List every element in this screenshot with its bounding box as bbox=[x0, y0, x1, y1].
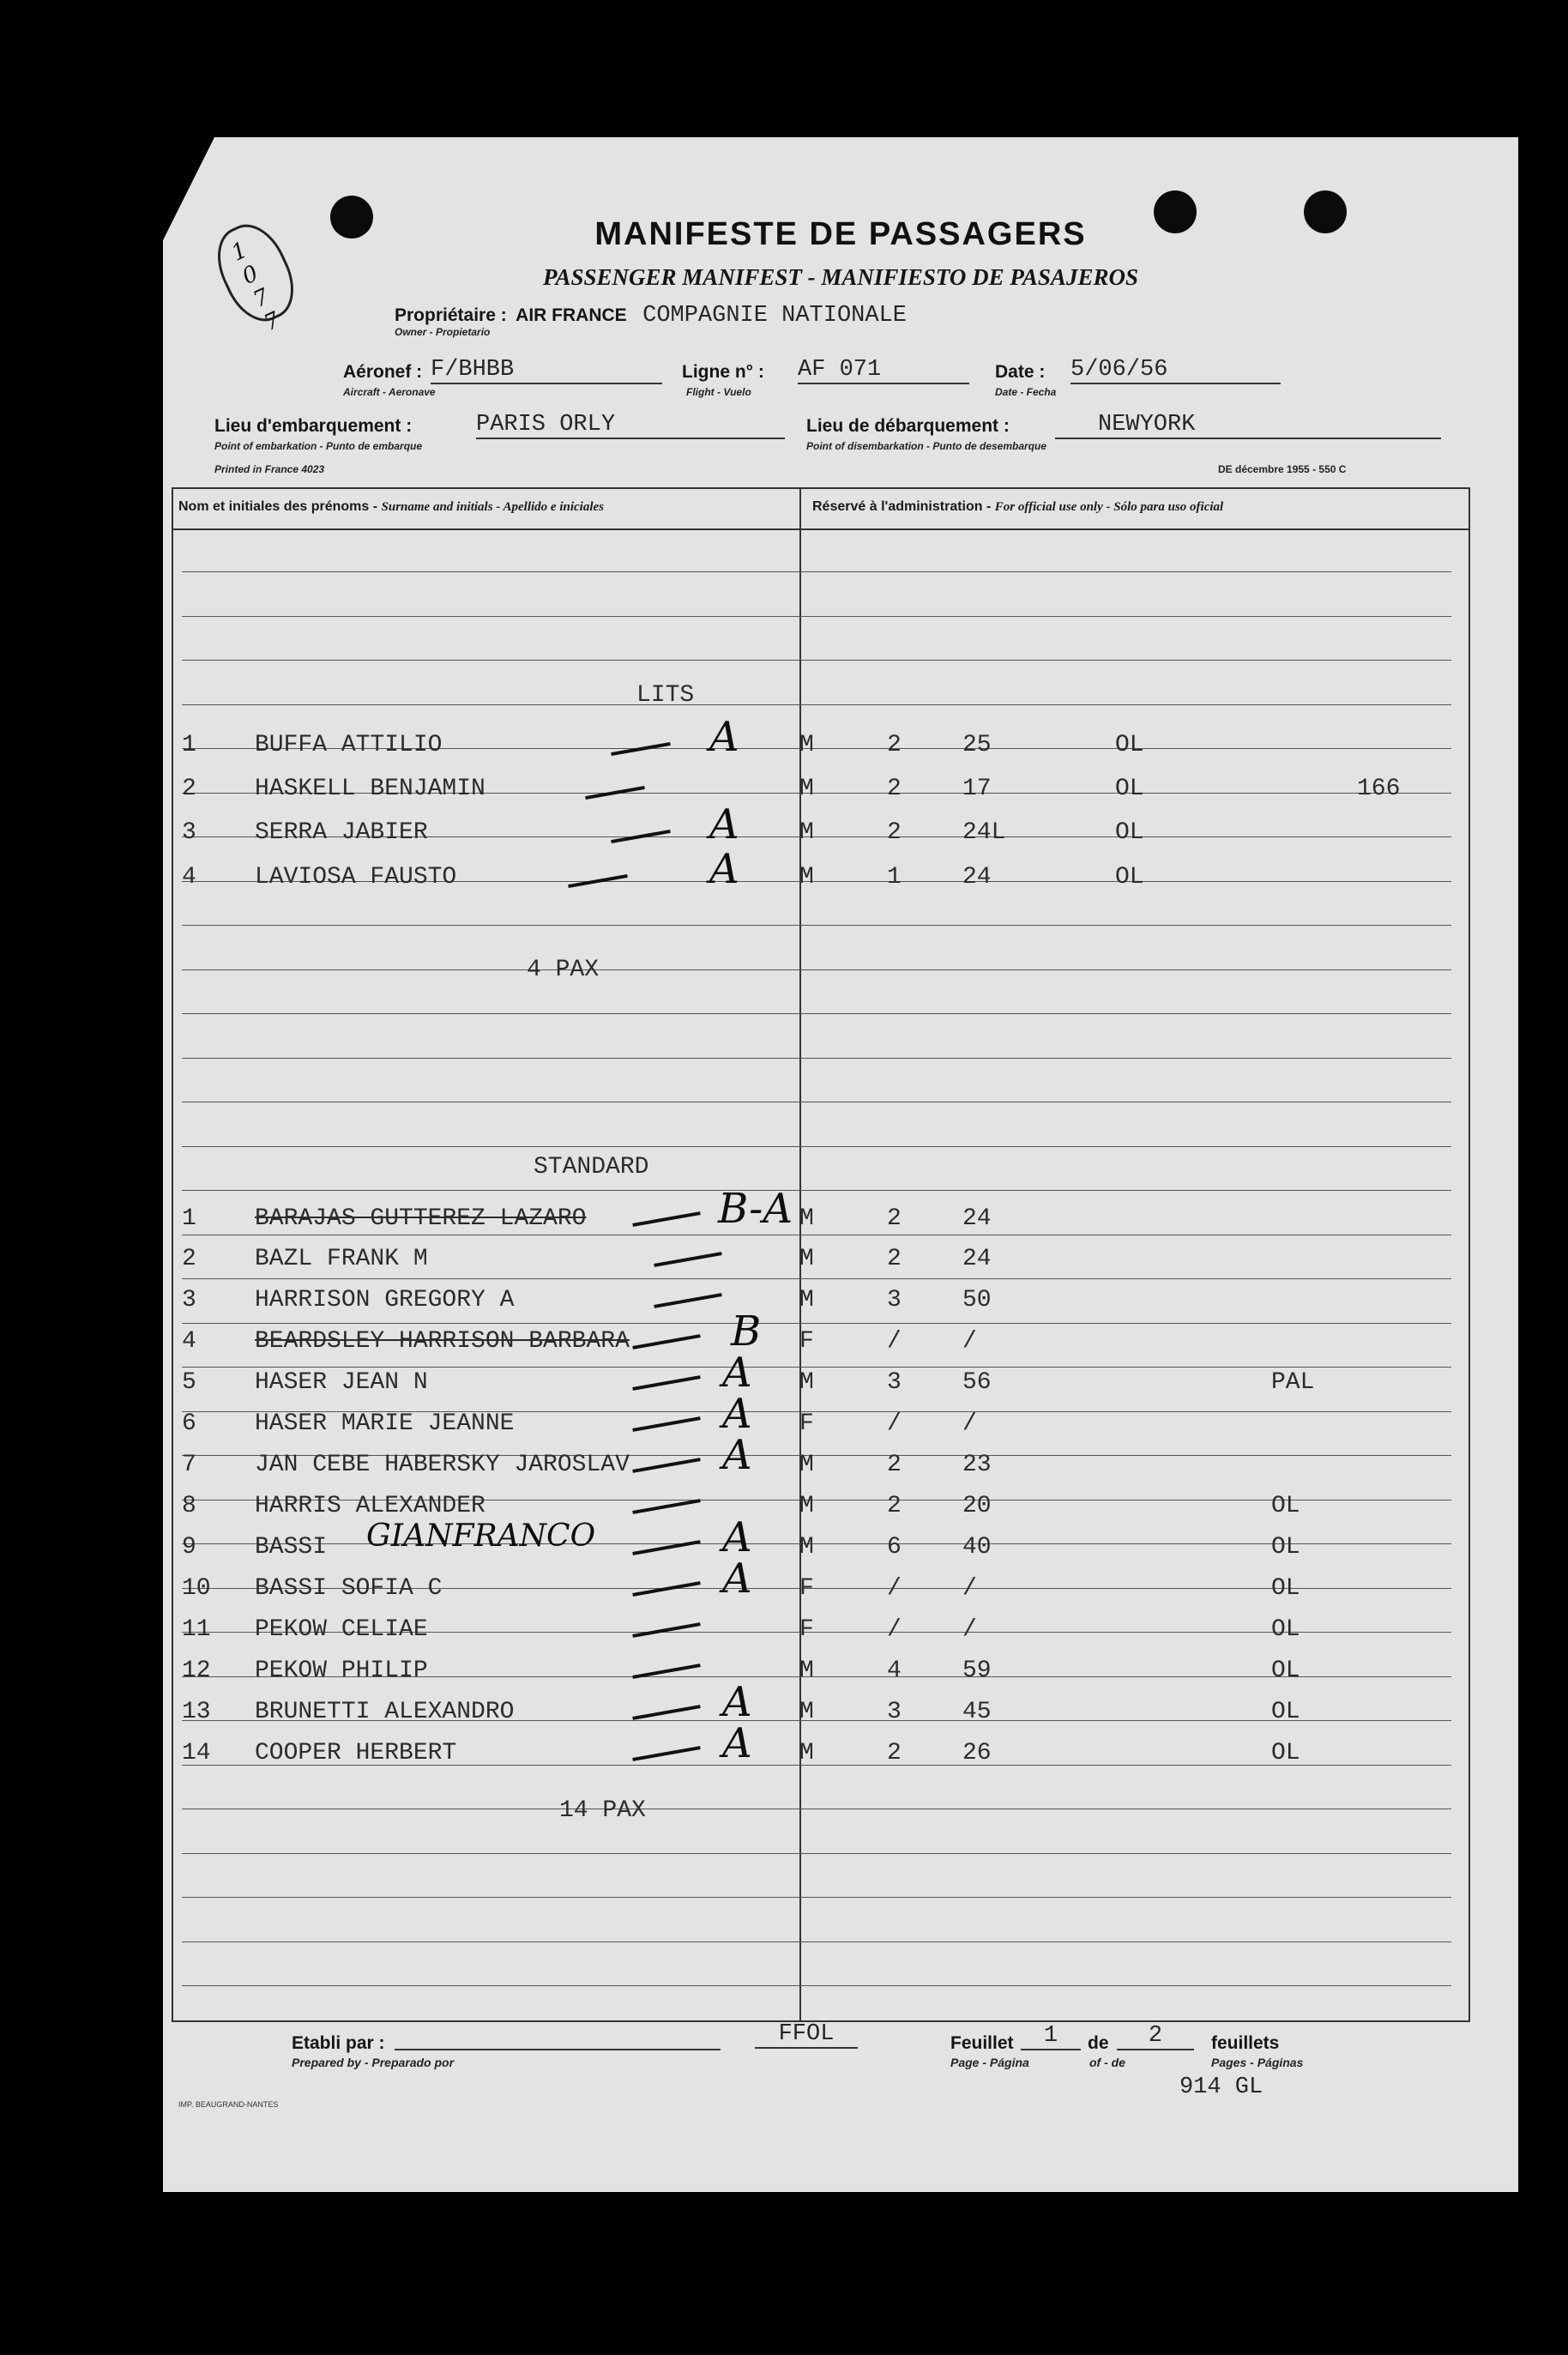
code-2: 59 bbox=[962, 1658, 992, 1684]
passenger-name: HASER JEAN N bbox=[255, 1369, 428, 1396]
row-number: 9 bbox=[182, 1534, 196, 1561]
sex-code: M bbox=[799, 1740, 814, 1766]
code-2: 45 bbox=[962, 1699, 992, 1725]
sex-code: M bbox=[799, 1369, 814, 1396]
pen-dash bbox=[611, 742, 671, 756]
code-3: OL bbox=[1271, 1493, 1300, 1519]
pen-dash bbox=[632, 1458, 700, 1473]
header-divider bbox=[173, 528, 1468, 530]
code-1: 2 bbox=[887, 1246, 902, 1272]
pages-label: feuillets bbox=[1211, 2033, 1280, 2053]
disembark-value: NEWYORK bbox=[1055, 412, 1441, 439]
passenger-name: COOPER HERBERT bbox=[255, 1740, 457, 1766]
manifest-sheet bbox=[163, 137, 1518, 2192]
row-number: 3 bbox=[182, 1287, 196, 1313]
row-rule bbox=[182, 1013, 1451, 1014]
owner-value: AIR FRANCE bbox=[516, 305, 627, 325]
pen-dash bbox=[632, 1211, 700, 1227]
stamp-code: 914 GL bbox=[1179, 2074, 1263, 2100]
passenger-name: SERRA JABIER bbox=[255, 819, 428, 846]
disembark-sublabel: Point of disembarkation - Punto de desembarque bbox=[806, 440, 1047, 452]
right-column-title: Réservé à l'administration - bbox=[812, 499, 992, 514]
code-2: 24 bbox=[962, 864, 992, 891]
code-1: / bbox=[887, 1616, 902, 1643]
row-rule bbox=[182, 660, 1451, 661]
code-1: / bbox=[887, 1410, 902, 1437]
pen-mark: A bbox=[709, 800, 739, 848]
code-1: 4 bbox=[887, 1658, 902, 1684]
printer-mark: IMP. BEAUGRAND-NANTES bbox=[178, 2100, 279, 2109]
code-2: / bbox=[962, 1616, 977, 1643]
sex-code: M bbox=[799, 732, 814, 758]
row-number: 14 bbox=[182, 1740, 211, 1766]
passenger-name: BEARDSLEY HARRISON BARBARA bbox=[255, 1328, 630, 1355]
code-2: 24 bbox=[962, 1246, 992, 1272]
row-rule bbox=[182, 1278, 1451, 1279]
section-heading-standard: STANDARD bbox=[534, 1154, 649, 1181]
code-2: 56 bbox=[962, 1369, 992, 1396]
row-number: 4 bbox=[182, 864, 196, 891]
section-total-lits: 4 PAX bbox=[527, 957, 600, 983]
code-1: 3 bbox=[887, 1699, 902, 1725]
passenger-name: HARRIS ALEXANDER bbox=[255, 1493, 485, 1519]
code-3: OL bbox=[1271, 1616, 1300, 1643]
pen-mark: A bbox=[722, 1719, 752, 1767]
code-3: OL bbox=[1115, 819, 1144, 846]
aircraft-value: F/BHBB bbox=[431, 357, 662, 384]
code-1: 3 bbox=[887, 1287, 902, 1313]
row-number: 13 bbox=[182, 1699, 211, 1725]
code-2: 23 bbox=[962, 1452, 992, 1478]
row-rule bbox=[182, 1853, 1451, 1854]
of-value: 2 bbox=[1117, 2023, 1194, 2050]
code-1: 6 bbox=[887, 1534, 902, 1561]
code-1: 2 bbox=[887, 1493, 902, 1519]
row-rule bbox=[182, 704, 1451, 705]
passenger-name: BUFFA ATTILIO bbox=[255, 732, 443, 758]
sex-code: M bbox=[799, 1699, 814, 1725]
owner-sublabel: Owner - Propietario bbox=[395, 326, 491, 338]
passenger-name: LAVIOSA FAUSTO bbox=[255, 864, 457, 891]
code-2: 40 bbox=[962, 1534, 992, 1561]
pen-dash bbox=[632, 1540, 700, 1555]
pen-mark: B-A bbox=[718, 1185, 793, 1233]
pen-dash bbox=[632, 1416, 700, 1432]
sex-code: M bbox=[799, 1493, 814, 1519]
passenger-name: BRUNETTI ALEXANDRO bbox=[255, 1699, 515, 1725]
passenger-name: BASSI bbox=[255, 1534, 328, 1561]
prepared-value: FFOL bbox=[755, 2021, 858, 2049]
code-2: / bbox=[962, 1328, 977, 1355]
code-2: 20 bbox=[962, 1493, 992, 1519]
pen-dash bbox=[654, 1293, 721, 1308]
sex-code: F bbox=[799, 1575, 814, 1602]
section-heading-lits: LITS bbox=[636, 682, 695, 709]
date-label: Date : bbox=[995, 362, 1046, 382]
row-number: 6 bbox=[182, 1410, 196, 1437]
code-3: OL bbox=[1271, 1740, 1300, 1766]
pen-dash bbox=[632, 1746, 700, 1761]
code-3: OL bbox=[1271, 1658, 1300, 1684]
pen-mark: A bbox=[722, 1555, 752, 1603]
owner-label: Propriétaire : bbox=[395, 305, 507, 325]
sex-code: F bbox=[799, 1616, 814, 1643]
sex-code: F bbox=[799, 1410, 814, 1437]
sex-code: M bbox=[799, 864, 814, 891]
row-rule bbox=[182, 925, 1451, 926]
row-number: 2 bbox=[182, 1246, 196, 1272]
pen-mark: A bbox=[722, 1431, 752, 1479]
flight-label: Ligne n° : bbox=[682, 362, 764, 382]
sex-code: F bbox=[799, 1328, 814, 1355]
page-label: Feuillet bbox=[950, 2033, 1014, 2053]
row-rule bbox=[182, 571, 1451, 572]
code-3: OL bbox=[1115, 864, 1144, 891]
row-number: 10 bbox=[182, 1575, 211, 1602]
code-1: 2 bbox=[887, 732, 902, 758]
row-rule bbox=[182, 969, 1451, 970]
pen-mark: A bbox=[722, 1678, 752, 1726]
passenger-name: BAZL FRANK M bbox=[255, 1246, 428, 1272]
row-rule bbox=[182, 616, 1451, 617]
pen-dash bbox=[632, 1581, 700, 1597]
owner-extra: COMPAGNIE NATIONALE bbox=[642, 303, 907, 329]
row-number: 1 bbox=[182, 732, 196, 758]
code-3: OL bbox=[1271, 1699, 1300, 1725]
pen-dash bbox=[632, 1334, 700, 1350]
code-2: 25 bbox=[962, 732, 992, 758]
row-number: 3 bbox=[182, 819, 196, 846]
left-column-subtitle: Surname and initials - Apellido e iniciales bbox=[381, 500, 604, 514]
passenger-name: PEKOW CELIAE bbox=[255, 1616, 428, 1643]
code-1: 2 bbox=[887, 1740, 902, 1766]
row-number: 12 bbox=[182, 1658, 211, 1684]
code-2: / bbox=[962, 1410, 977, 1437]
pen-mark: A bbox=[722, 1349, 752, 1397]
code-3: OL bbox=[1115, 732, 1144, 758]
code-2: 50 bbox=[962, 1287, 992, 1313]
pen-dash bbox=[632, 1499, 700, 1514]
prepared-label: Etabli par : bbox=[292, 2033, 385, 2053]
flight-value: AF 071 bbox=[798, 357, 969, 384]
pen-mark: A bbox=[722, 1390, 752, 1438]
handwritten-name: GIANFRANCO bbox=[366, 1519, 596, 1554]
sex-code: M bbox=[799, 819, 814, 846]
date-value: 5/06/56 bbox=[1070, 357, 1281, 384]
of-label: de bbox=[1088, 2033, 1109, 2053]
code-1: 2 bbox=[887, 1205, 902, 1232]
form-code: DE décembre 1955 - 550 C bbox=[1218, 463, 1347, 475]
sex-code: M bbox=[799, 776, 814, 802]
code-3: PAL bbox=[1271, 1369, 1315, 1396]
pen-mark: A bbox=[709, 845, 739, 893]
row-rule bbox=[182, 1367, 1451, 1368]
code-2: 24L bbox=[962, 819, 1006, 846]
reference-number: 166 bbox=[1357, 776, 1401, 802]
code-1: / bbox=[887, 1328, 902, 1355]
sex-code: M bbox=[799, 1534, 814, 1561]
passenger-name: HARRISON GREGORY A bbox=[255, 1287, 515, 1313]
code-1: 1 bbox=[887, 864, 902, 891]
sex-code: M bbox=[799, 1205, 814, 1232]
pen-dash bbox=[632, 1375, 700, 1391]
row-rule bbox=[182, 1190, 1451, 1191]
row-rule bbox=[182, 1146, 1451, 1147]
sex-code: M bbox=[799, 1452, 814, 1478]
passenger-name: HASER MARIE JEANNE bbox=[255, 1410, 515, 1437]
passenger-table bbox=[172, 487, 1470, 2022]
prepared-line bbox=[395, 2049, 721, 2050]
embark-sublabel: Point of embarkation - Punto de embarque bbox=[214, 440, 423, 452]
row-number: 4 bbox=[182, 1328, 196, 1355]
right-column-header bbox=[812, 499, 1223, 515]
code-1: 2 bbox=[887, 819, 902, 846]
margin-note: 10 77 bbox=[227, 237, 285, 337]
pen-mark: A bbox=[709, 713, 739, 761]
disembark-label: Lieu de débarquement : bbox=[806, 416, 1010, 436]
row-number: 1 bbox=[182, 1205, 196, 1232]
code-1: 3 bbox=[887, 1369, 902, 1396]
aircraft-sublabel: Aircraft - Aeronave bbox=[343, 386, 436, 398]
row-rule bbox=[182, 1985, 1451, 1986]
row-number: 11 bbox=[182, 1616, 211, 1643]
code-1: 2 bbox=[887, 776, 902, 802]
embark-label: Lieu d'embarquement : bbox=[214, 416, 413, 436]
prepared-sublabel: Prepared by - Preparado por bbox=[292, 2056, 455, 2069]
embark-value: PARIS ORLY bbox=[476, 412, 785, 439]
right-column-subtitle: For official use only - Sólo para uso oficial bbox=[994, 500, 1224, 514]
page-subtitle: PASSENGER MANIFEST - MANIFIESTO DE PASAJEROS bbox=[543, 264, 1138, 290]
passenger-name: HASKELL BENJAMIN bbox=[255, 776, 485, 802]
code-2: / bbox=[962, 1575, 977, 1602]
pen-mark: B bbox=[731, 1307, 762, 1356]
date-sublabel: Date - Fecha bbox=[995, 386, 1057, 398]
row-rule bbox=[182, 1941, 1451, 1942]
owner-field bbox=[395, 303, 907, 329]
page-sublabel: Page - Página bbox=[950, 2056, 1029, 2069]
code-2: 24 bbox=[962, 1205, 992, 1232]
sex-code: M bbox=[799, 1658, 814, 1684]
passenger-name: PEKOW PHILIP bbox=[255, 1658, 428, 1684]
page-value: 1 bbox=[1021, 2023, 1081, 2050]
code-3: OL bbox=[1115, 776, 1144, 802]
left-column-header bbox=[178, 499, 604, 515]
row-number: 7 bbox=[182, 1452, 196, 1478]
sex-code: M bbox=[799, 1246, 814, 1272]
passenger-name: JAN CEBE HABERSKY JAROSLAV bbox=[255, 1452, 630, 1478]
code-3: OL bbox=[1271, 1534, 1300, 1561]
code-1: 2 bbox=[887, 1452, 902, 1478]
row-number: 5 bbox=[182, 1369, 196, 1396]
page-title: MANIFESTE DE PASSAGERS bbox=[594, 216, 1087, 252]
pen-dash bbox=[632, 1705, 700, 1720]
passenger-name: BARAJAS GUTTEREZ LAZARO bbox=[255, 1205, 587, 1232]
code-2: 17 bbox=[962, 776, 992, 802]
row-rule bbox=[182, 1323, 1451, 1324]
pen-dash bbox=[654, 1252, 721, 1267]
flight-sublabel: Flight - Vuelo bbox=[686, 386, 751, 398]
sex-code: M bbox=[799, 1287, 814, 1313]
code-2: 26 bbox=[962, 1740, 992, 1766]
pen-dash bbox=[632, 1622, 700, 1638]
row-number: 2 bbox=[182, 776, 196, 802]
printed-in: Printed in France 4023 bbox=[214, 463, 325, 475]
code-3: OL bbox=[1271, 1575, 1300, 1602]
of-sublabel: of - de bbox=[1089, 2056, 1125, 2069]
code-1: / bbox=[887, 1575, 902, 1602]
pages-sublabel: Pages - Páginas bbox=[1211, 2056, 1304, 2069]
section-total-standard: 14 PAX bbox=[559, 1797, 646, 1824]
row-number: 8 bbox=[182, 1493, 196, 1519]
row-rule bbox=[182, 1897, 1451, 1898]
passenger-name: BASSI SOFIA C bbox=[255, 1575, 443, 1602]
left-column-title: Nom et initiales des prénoms - bbox=[178, 499, 378, 514]
row-rule bbox=[182, 1058, 1451, 1059]
aircraft-label: Aéronef : bbox=[343, 362, 423, 382]
pen-mark: A bbox=[722, 1513, 752, 1561]
